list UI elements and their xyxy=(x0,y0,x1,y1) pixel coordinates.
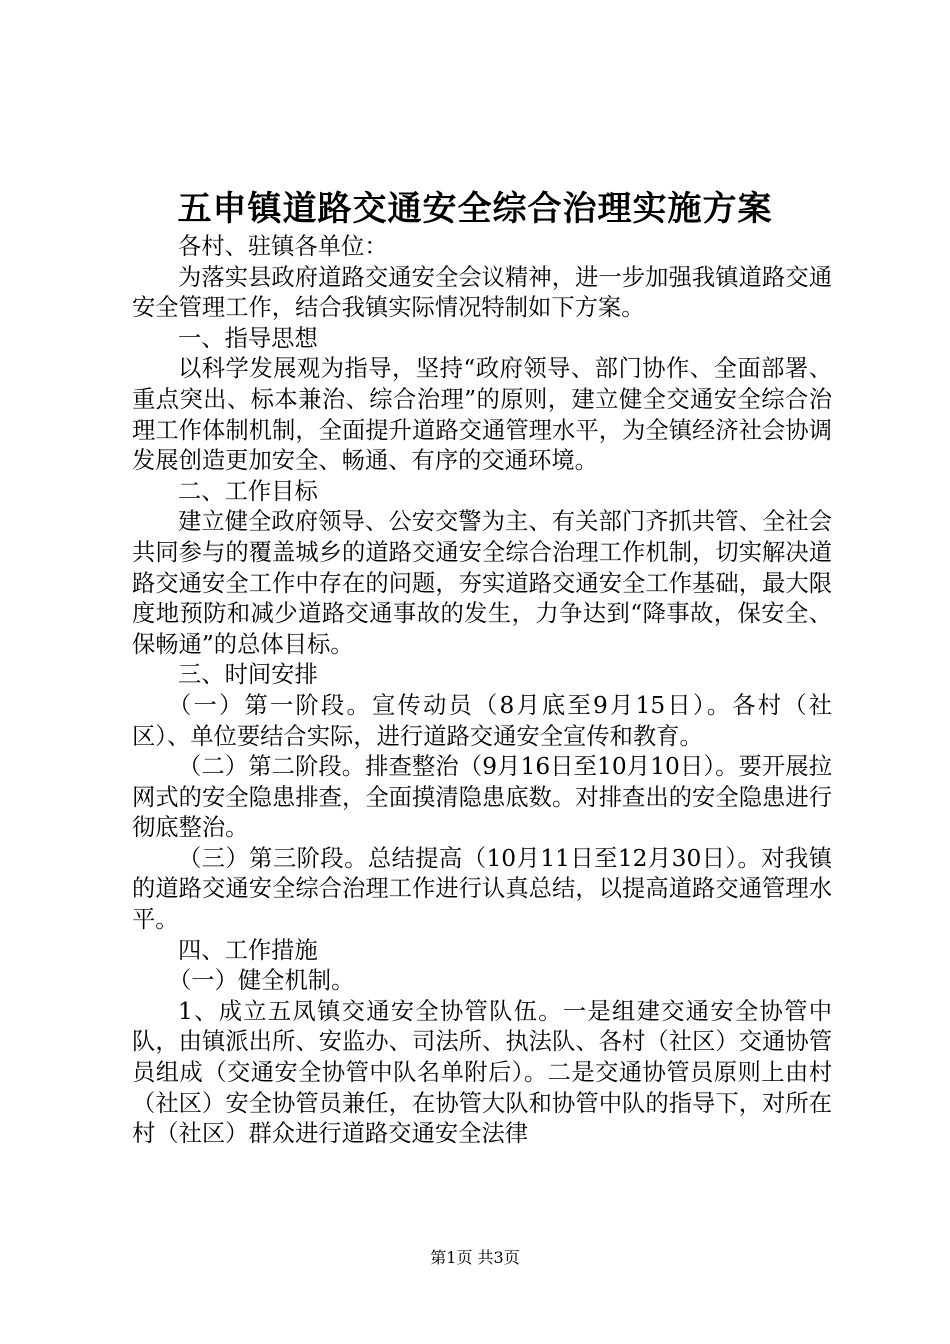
schedule-phase-2: （二）第二阶段。排查整治（9月16日至10月10日）。要开展拉网式的安全隐患排查，全面摸清隐患底数。对排查出的安全隐患进行彻底整治。 xyxy=(132,753,832,842)
measures-item-1: 1、成立五凤镇交通安全协管队伍。一是组建交通安全协管中队，由镇派出所、安监办、司法所、执法队、各村（社区）交通协管员组成（交通安全协管中队名单附后）。二是交通协管员原则上由村（社区）安全协管员兼任，在协管大队和协管中队的指导下，对所在村（社区）群众进行道路交通安全法律 xyxy=(132,997,832,1148)
measures-subheading-mechanism: （一）健全机制。 xyxy=(168,967,355,995)
work-goals-paragraph: 建立健全政府领导、公安交警为主、有关部门齐抓共管、全社会共同参与的覆盖城乡的道路交通安全综合治理工作机制，切实解决道路交通安全工作中存在的问题，夯实道路交通安全工作基础，最大限度地预防和减少道路交通事故的发生，力争达到“降事故，保安全、保畅通”的总体目标。 xyxy=(132,508,832,658)
document-title: 五申镇道路交通安全综合治理实施方案 xyxy=(177,189,773,229)
section-heading-schedule: 三、时间安排 xyxy=(178,661,318,689)
guiding-thought-paragraph: 以科学发展观为指导，坚持“政府领导、部门协作、全面部署、重点突出、标本兼治、综合治理”的原则，建立健全交通安全综合治理工作体制机制，全面提升道路交通管理水平，为全镇经济社会协调发展创造更加安全、畅通、有序的交通环境。 xyxy=(132,355,832,475)
section-heading-guiding-thought: 一、指导思想 xyxy=(178,324,318,352)
salutation: 各村、驻镇各单位： xyxy=(178,233,388,260)
section-heading-work-goals: 二、工作目标 xyxy=(178,477,318,505)
page-footer: 第1页 共3页 xyxy=(430,1248,520,1267)
document-body xyxy=(132,232,832,1150)
intro-paragraph: 为落实县政府道路交通安全会议精神，进一步加强我镇道路交通安全管理工作，结合我镇实际情况特制如下方案。 xyxy=(132,263,832,322)
section-heading-measures: 四、工作措施 xyxy=(178,936,318,964)
schedule-phase-1: （一）第一阶段。宣传动员（8月底至9月15日）。各村（社区）、单位要结合实际，进行道路交通安全宣传和教育。 xyxy=(132,691,832,750)
schedule-phase-3: （三）第三阶段。总结提高（10月11日至12月30日）。对我镇的道路交通安全综合治理工作进行认真总结，以提高道路交通管理水平。 xyxy=(132,844,832,934)
